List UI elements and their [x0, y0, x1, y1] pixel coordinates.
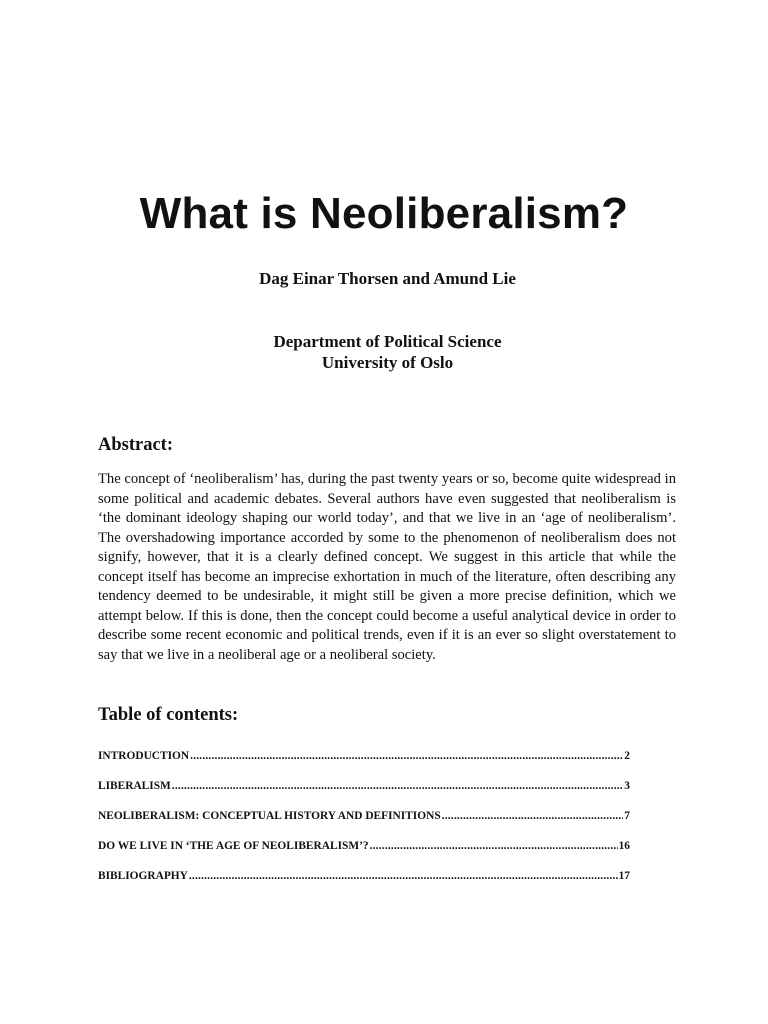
- toc-entry-title: INTRODUCTION: [98, 750, 190, 762]
- abstract-text: The concept of ‘neoliberalism’ has, during the past twenty years or so, become quite widespread in some political and academic debates. Several authors have even suggested that neoliberalism is ‘the dominant ideology shaping our world today’, and that we live in an ‘age of neoliberalism’. The overshadowing importance accorded by some to the phenomenon of neoliberalism does not signify, however, that it is a clearly defined concept. We suggest in this article that while the concept itself has become an imprecise exhortation in much of the literature, often describing any tendency deemed to be undesirable, it might still be given a more precise definition, which we attempt below. If this is done, then the concept could become a useful analytical device in order to describe some recent economic and political trends, even if it is an ever so slight overstatement to say that we live in a neoliberal age or a neoliberal society.: [98, 471, 676, 663]
- toc-entry-page: 7: [624, 810, 630, 822]
- toc-leader-dots: [172, 776, 624, 796]
- toc-entry-page: 16: [618, 840, 630, 852]
- toc-leader-dots: [190, 746, 623, 766]
- toc-entry-page: 3: [624, 780, 630, 792]
- toc-entry-neoliberalism: [98, 806, 630, 826]
- toc-entry-introduction: [98, 746, 630, 766]
- toc-heading: Table of contents:: [98, 705, 239, 725]
- toc-entry-page: 17: [618, 870, 630, 882]
- abstract-heading: Abstract:: [98, 435, 174, 455]
- toc-entry-title: DO WE LIVE IN ‘THE AGE OF NEOLIBERALISM’?: [98, 840, 369, 852]
- toc-leader-dots: [442, 806, 624, 826]
- table-of-contents: [98, 746, 630, 896]
- authors: Dag Einar Thorsen and Amund Lie: [259, 269, 516, 288]
- toc-entry-age-of-neoliberalism: [98, 836, 630, 856]
- toc-entry-title: LIBERALISM: [98, 780, 171, 792]
- toc-leader-dots: [370, 836, 618, 856]
- department: Department of Political Science: [273, 332, 502, 351]
- toc-entry-title: NEOLIBERALISM: CONCEPTUAL HISTORY AND DEFINITIONS: [98, 810, 441, 822]
- document-title: What is Neoliberalism?: [139, 189, 629, 238]
- toc-leader-dots: [189, 866, 618, 886]
- toc-entry-title: BIBLIOGRAPHY: [98, 870, 188, 882]
- toc-entry-liberalism: [98, 776, 630, 796]
- toc-entry-bibliography: [98, 866, 630, 886]
- toc-entry-page: 2: [624, 750, 630, 762]
- university: University of Oslo: [321, 353, 454, 372]
- affiliation: [0, 331, 768, 373]
